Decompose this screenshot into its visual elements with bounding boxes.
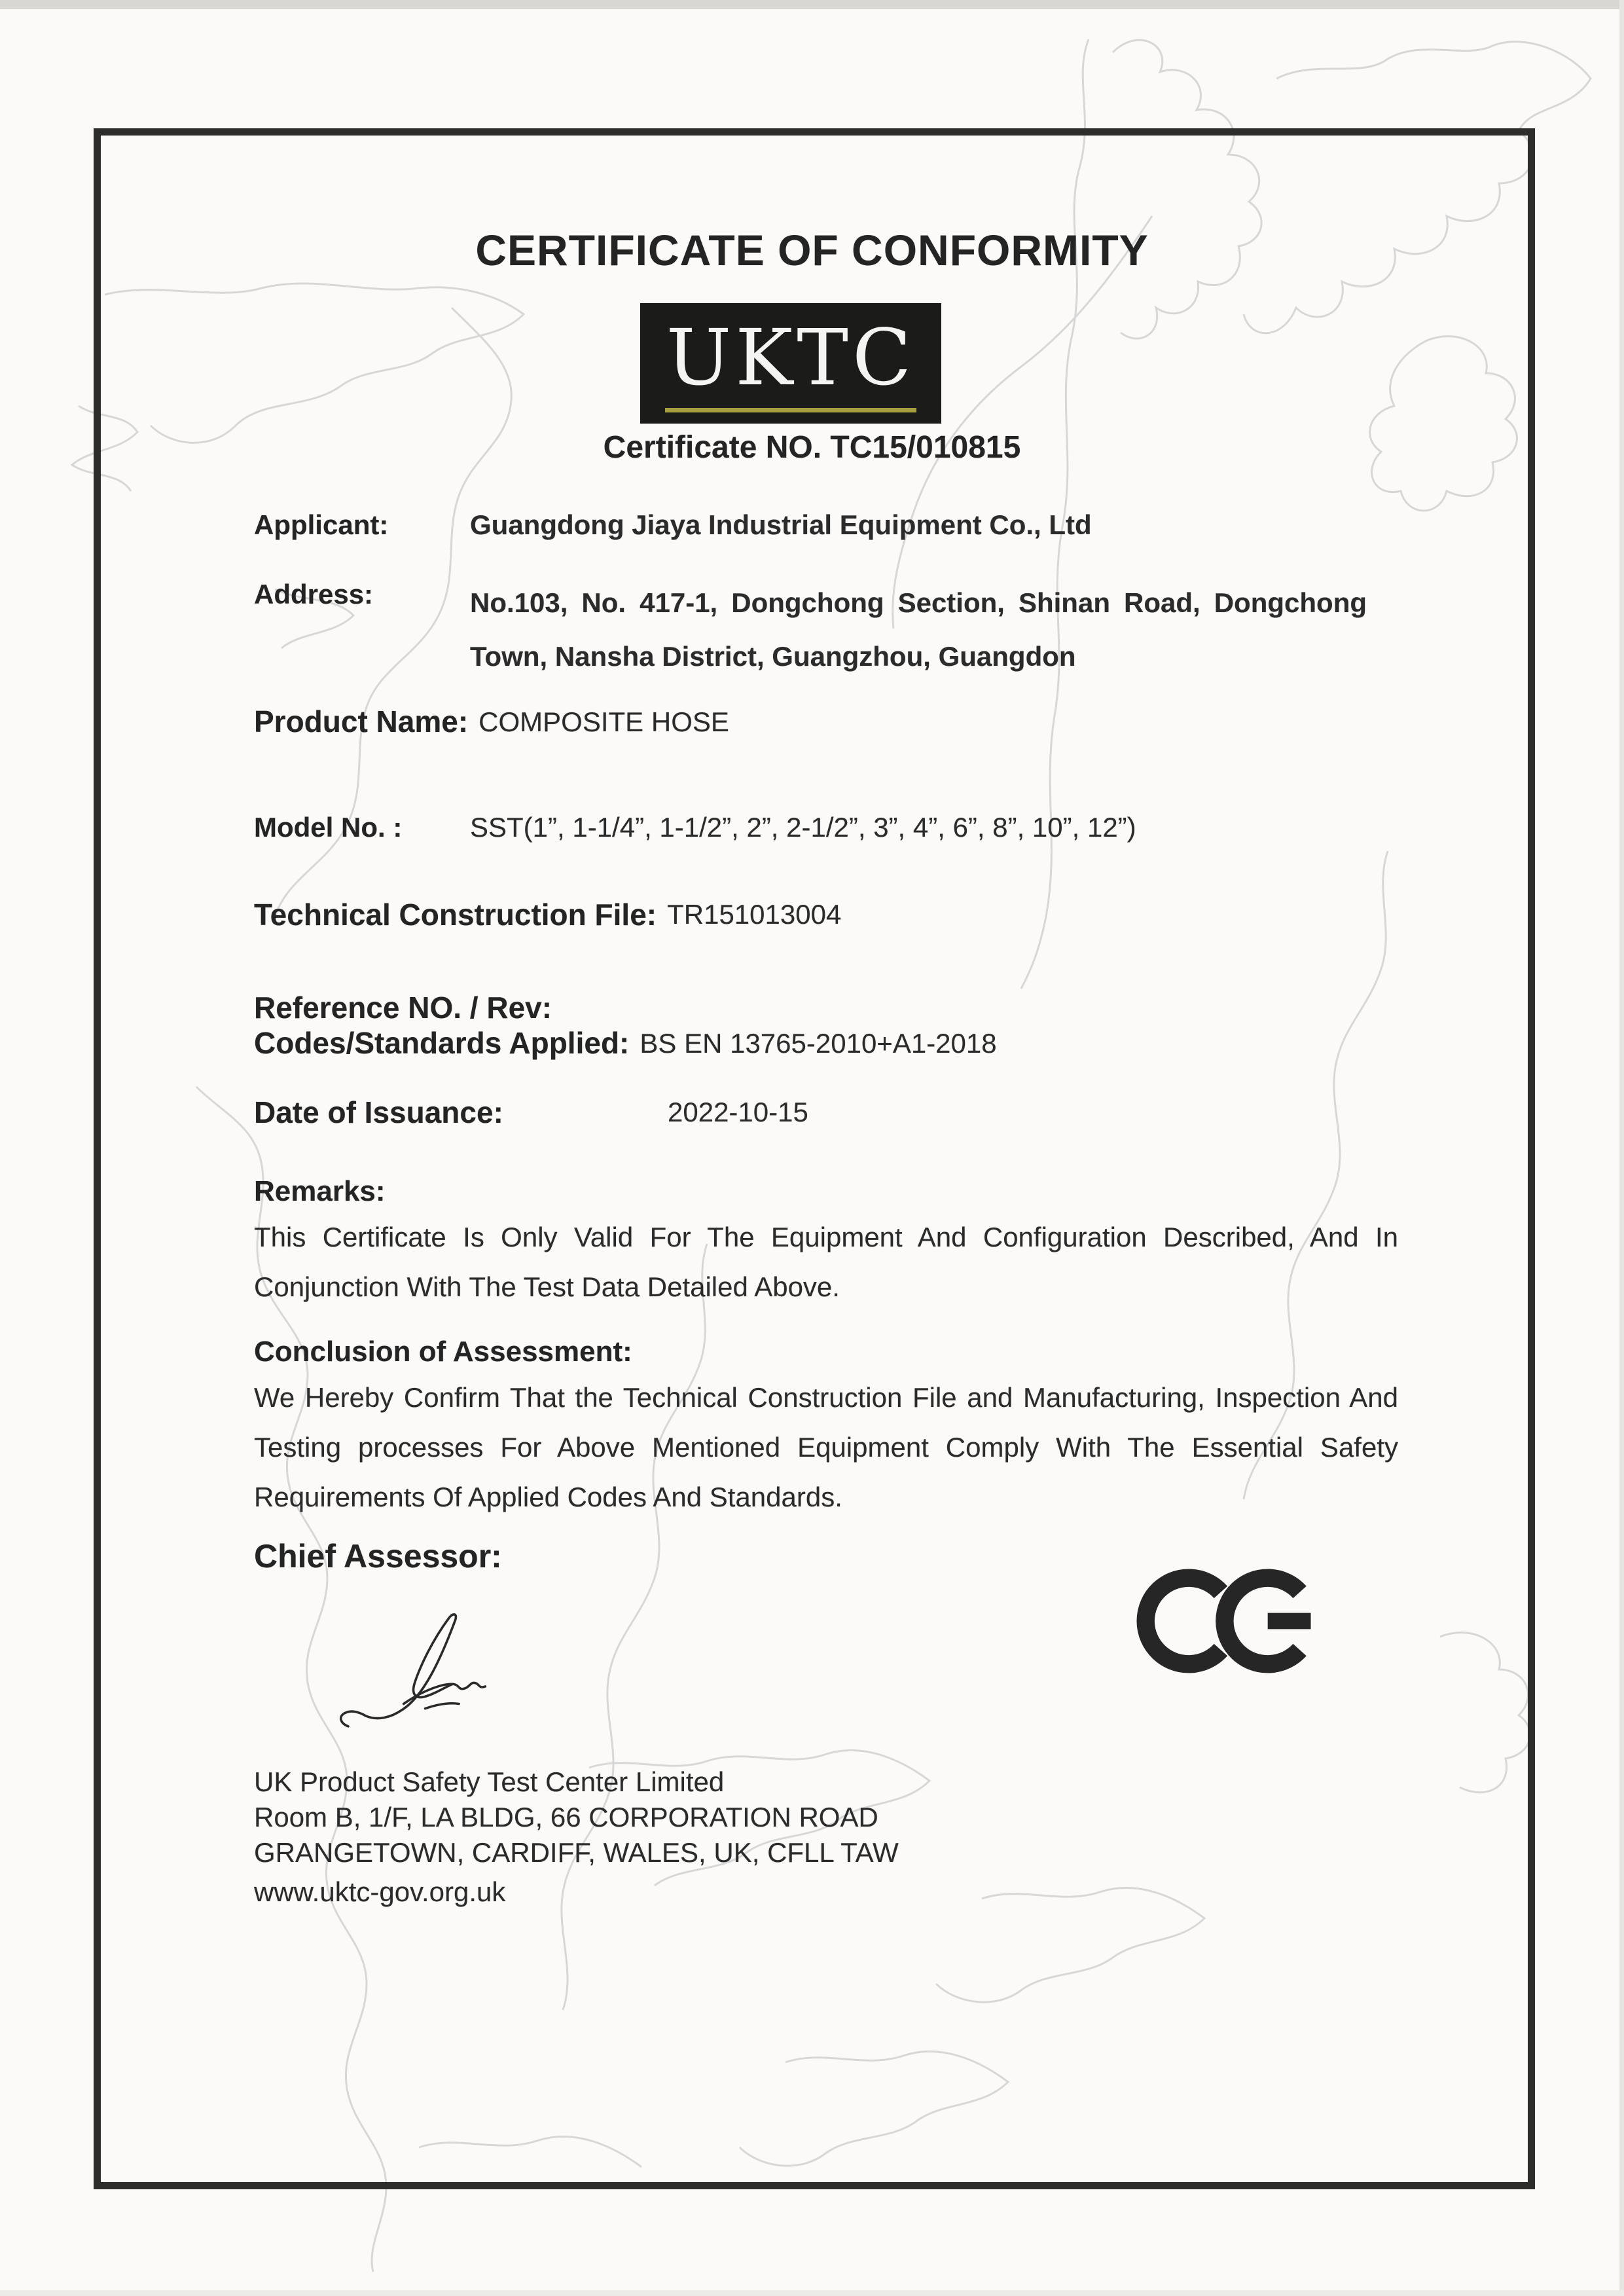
applicant-label: Applicant: bbox=[254, 509, 389, 540]
applicant-row bbox=[254, 509, 1092, 541]
scan-edge-top bbox=[0, 0, 1624, 9]
conclusion-label: Conclusion of Assessment: bbox=[254, 1336, 632, 1368]
footer-address-line2: GRANGETOWN, CARDIFF, WALES, UK, CFLL TAW bbox=[254, 1837, 899, 1868]
technical-construction-file-value: TR151013004 bbox=[667, 899, 842, 930]
uktc-logo-gold-line bbox=[665, 408, 916, 412]
codes-standards-row bbox=[254, 1025, 997, 1061]
certificate-title: CERTIFICATE OF CONFORMITY bbox=[475, 226, 1149, 274]
product-name-label: Product Name: bbox=[254, 704, 469, 738]
product-name-value: COMPOSITE HOSE bbox=[478, 706, 729, 737]
remarks-text: This Certificate Is Only Valid For The Equipment And Configuration Described, And In Conjunction With The Test Data Detailed Above. bbox=[254, 1222, 1398, 1302]
footer-company: UK Product Safety Test Center Limited bbox=[254, 1766, 725, 1797]
scan-edge-right bbox=[1619, 0, 1624, 2296]
address-value: No.103, No. 417-1, Dongchong Section, Shinan Road, Dongchong Town, Nansha District, Guangzhou, Guangdon bbox=[470, 587, 1367, 672]
technical-construction-file-row bbox=[254, 897, 841, 932]
scan-edge-bottom bbox=[0, 2290, 1624, 2296]
ce-mark-icon bbox=[1136, 1558, 1326, 1684]
date-of-issuance-row bbox=[254, 1095, 808, 1130]
uktc-logo-text: UKTC bbox=[666, 312, 916, 403]
address-row bbox=[254, 576, 1367, 683]
footer-website: www.uktc-gov.org.uk bbox=[254, 1876, 506, 1907]
address-label: Address: bbox=[254, 579, 374, 610]
model-no-value: SST(1”, 1-1/4”, 1-1/2”, 2”, 2-1/2”, 3”, 4”, 6”, 8”, 10”, 12”) bbox=[470, 812, 1136, 843]
model-no-row bbox=[254, 812, 1136, 843]
footer-address-line1: Room B, 1/F, LA BLDG, 66 CORPORATION ROAD bbox=[254, 1802, 878, 1832]
product-name-row bbox=[254, 704, 729, 739]
date-of-issuance-value: 2022-10-15 bbox=[668, 1097, 808, 1127]
assessor-signature bbox=[302, 1605, 522, 1746]
technical-construction-file-label: Technical Construction File: bbox=[254, 898, 657, 932]
date-of-issuance-label: Date of Issuance: bbox=[254, 1095, 503, 1129]
conclusion-text: We Hereby Confirm That the Technical Construction File and Manufacturing, Inspection And Testing processes For Above Mentioned Equipment Comply With The Essential Safety Requirements Of Applied Codes And Standards. bbox=[254, 1382, 1398, 1512]
applicant-value: Guangdong Jiaya Industrial Equipment Co., Ltd bbox=[470, 509, 1092, 540]
chief-assessor-label: Chief Assessor: bbox=[254, 1538, 502, 1575]
uktc-logo bbox=[640, 303, 941, 424]
reference-no-label: Reference NO. / Rev: bbox=[254, 991, 552, 1025]
model-no-label: Model No. : bbox=[254, 812, 403, 843]
remarks-label: Remarks: bbox=[254, 1175, 386, 1207]
reference-no-row bbox=[254, 990, 552, 1025]
certificate-number: Certificate NO. TC15/010815 bbox=[603, 430, 1021, 465]
codes-standards-value: BS EN 13765-2010+A1-2018 bbox=[640, 1028, 997, 1059]
codes-standards-label: Codes/Standards Applied: bbox=[254, 1026, 630, 1060]
